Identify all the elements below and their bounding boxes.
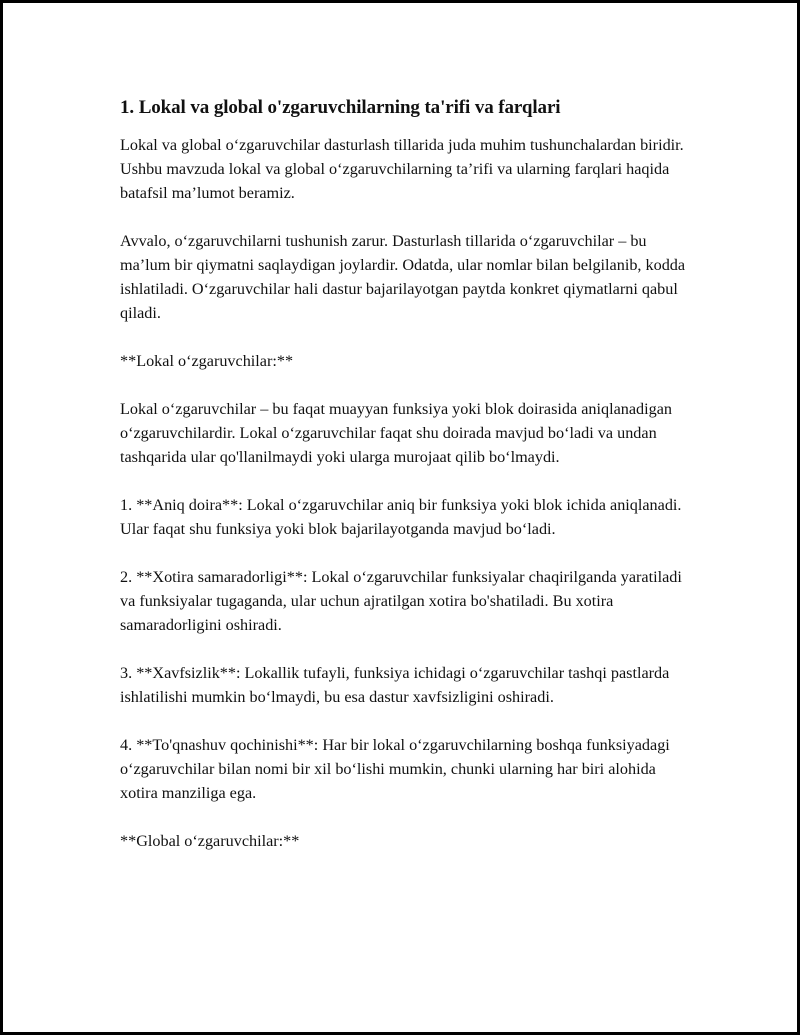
paragraph-intro: Lokal va global o‘zgaruvchilar dasturlash tillarida juda muhim tushunchalardan biridir. Ushbu mavzuda lokal va global o‘zgaruvchilarning ta’rifi va ularning farqlari haqida batafsil ma’lumot beramiz.	[120, 136, 684, 202]
section-heading-local: **Lokal o‘zgaruvchilar:**	[120, 352, 294, 370]
paragraph-spacer	[120, 469, 692, 493]
paragraph-spacer	[120, 637, 692, 661]
list-item-security: 3. **Xavfsizlik**: Lokallik tufayli, funksiya ichidagi o‘zgaruvchilar tashqi pastlarda ishlatilishi mumkin bo‘lmaydi, bu esa dastur xavfsizligini oshiradi.	[120, 664, 670, 706]
paragraph-spacer	[120, 709, 692, 733]
paragraph-variables-definition: Avvalo, o‘zgaruvchilarni tushunish zarur. Dasturlash tillarida o‘zgaruvchilar – bu ma’lum bir qiymatni saqlaydigan joylardir. Odatda, ular nomlar bilan belgilanib, kodda ishlatiladi. O‘zgaruvchilar hali dastur bajarilayotgan paytda konkret qiymatlarni qabul qiladi.	[120, 232, 686, 322]
paragraph-spacer	[120, 805, 692, 829]
paragraph-local-definition: Lokal o‘zgaruvchilar – bu faqat muayyan funksiya yoki blok doirasida aniqlanadigan o‘zgaruvchilardir. Lokal o‘zgaruvchilar faqat shu doirada mavjud bo‘ladi va undan tashqarida ular qo'llanilmaydi yoki ularga murojaat qilib bo‘lmaydi.	[120, 400, 673, 466]
list-item-scope: 1. **Aniq doira**: Lokal o‘zgaruvchilar aniq bir funksiya yoki blok ichida aniqlanadi. Ular faqat shu funksiya yoki blok bajarilayotganda mavjud bo‘ladi.	[120, 496, 682, 538]
list-item-collision-avoidance: 4. **To'qnashuv qochinishi**: Har bir lokal o‘zgaruvchilarning boshqa funksiyadagi o‘zgaruvchilar bilan nomi bir xil bo‘lishi mumkin, chunki ularning har biri alohida xotira manziliga ega.	[120, 736, 670, 802]
paragraph-spacer	[120, 325, 692, 349]
document-content	[120, 95, 692, 853]
list-item-memory-efficiency: 2. **Xotira samaradorligi**: Lokal o‘zgaruvchilar funksiyalar chaqirilganda yaratiladi va funksiyalar tugaganda, ular uchun ajratilgan xotira bo'shatiladi. Bu xotira samaradorligini oshiradi.	[120, 568, 682, 634]
section-heading-global: **Global o‘zgaruvchilar:**	[120, 832, 300, 850]
paragraph-spacer	[120, 205, 692, 229]
document-title: 1. Lokal va global o'zgaruvchilarning ta'rifi va farqlari	[120, 97, 561, 118]
paragraph-spacer	[120, 541, 692, 565]
paragraph-spacer	[120, 373, 692, 397]
